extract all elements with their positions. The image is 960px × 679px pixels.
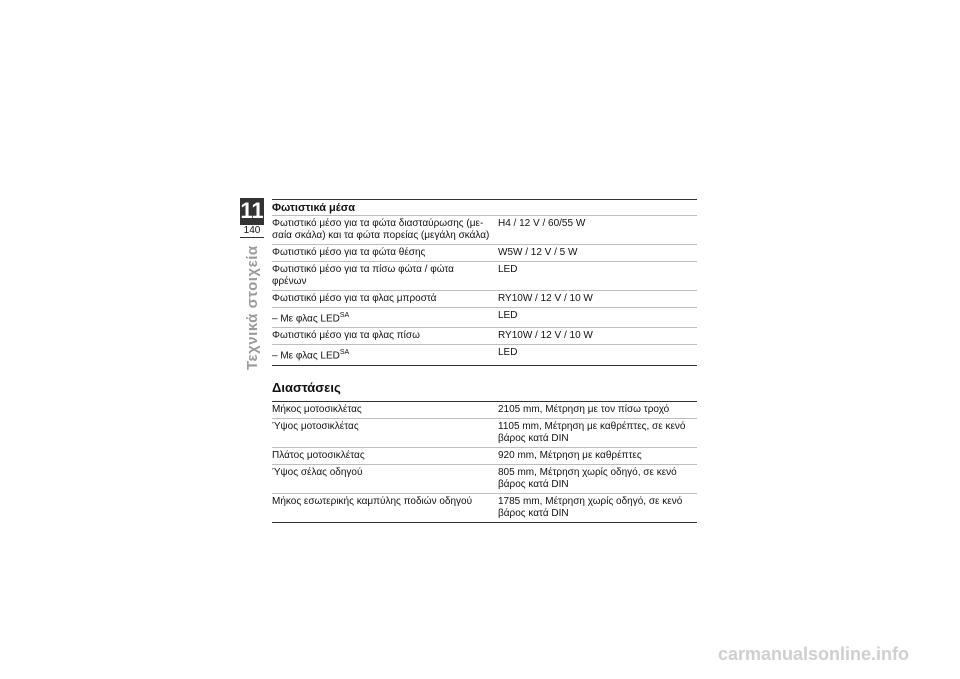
row-label — [272, 262, 496, 291]
row-label-text: Φωτιστικό μέσο για τα φώτα διασταύρωσης (με-σαία σκάλα) και τα φώτα πορείας (μεγάλη σκάλα) — [272, 218, 490, 241]
row-label-text: Μήκος μοτοσικλέτας — [272, 403, 362, 415]
table-row — [272, 418, 697, 447]
row-label — [272, 418, 496, 447]
row-value: RY10W / 12 V / 10 W — [496, 328, 697, 345]
row-value: 1785 mm, Μέτρηση χωρίς οδηγό, σε κενό βάρος κατά DIN — [496, 493, 697, 522]
lighting-title: Φωτιστικά μέσα — [272, 199, 697, 215]
dimensions-title: Διαστάσεις — [272, 379, 341, 395]
row-label-text: Φωτιστικό μέσο για τα φώτα θέσης — [272, 247, 426, 258]
table-row — [272, 464, 697, 493]
row-label — [272, 216, 496, 245]
row-label — [272, 493, 496, 522]
row-label — [272, 345, 496, 365]
table-row — [272, 345, 697, 365]
row-label — [272, 328, 496, 345]
table-row — [272, 401, 697, 418]
row-label — [272, 464, 496, 493]
table-row — [272, 328, 697, 345]
row-label-text: Πλάτος μοτοσικλέτας — [272, 449, 365, 461]
row-label-text: Ύψος μοτοσικλέτας — [272, 420, 359, 432]
chapter-side-title: Τεχνικά στοιχεία — [244, 245, 261, 370]
row-label-text: Φωτιστικό μέσο για τα φλας πίσω — [272, 330, 420, 342]
row-value: LED — [496, 262, 697, 291]
row-value: 2105 mm, Μέτρηση με τον πίσω τροχό — [498, 403, 670, 415]
table-row — [272, 493, 697, 522]
row-label — [272, 308, 496, 328]
row-label — [272, 401, 496, 418]
row-value: 1105 mm, Μέτρηση με καθρέπτες, σε κενό βάρος κατά DIN — [496, 418, 697, 447]
option-badge: SA — [339, 349, 350, 357]
table-row — [272, 447, 697, 464]
row-label — [272, 447, 496, 464]
dimensions-table — [272, 401, 697, 523]
row-label — [272, 245, 496, 262]
page-content — [272, 199, 697, 523]
row-label-text: Φωτιστικό μέσο για τα φλας μπροστά — [272, 293, 437, 304]
row-value: 920 mm, Μέτρηση με καθρέπτες — [496, 447, 697, 464]
row-label-text: Ύψος σέλας οδηγού — [272, 466, 363, 478]
row-value: W5W / 12 V / 5 W — [496, 245, 697, 262]
row-value: LED — [496, 308, 697, 328]
row-label-text: – Με φλας LED — [272, 313, 340, 325]
row-value: H4 / 12 V / 60/55 W — [496, 216, 697, 245]
row-value: LED — [496, 345, 697, 365]
lighting-table — [272, 215, 697, 366]
option-badge: SA — [339, 312, 350, 319]
page-number: 140 — [240, 225, 264, 237]
table-row — [272, 245, 697, 262]
row-label — [272, 291, 496, 308]
row-value: 805 mm, Μέτρηση χωρίς οδηγό, σε κενό βάρος κατά DIN — [496, 464, 697, 493]
table-row — [272, 308, 697, 328]
table-row — [272, 262, 697, 291]
chapter-marker — [240, 198, 264, 238]
row-label-text: – Με φλας LED — [272, 350, 340, 362]
table-row — [272, 291, 697, 308]
table-row — [272, 216, 697, 245]
row-label-text: Μήκος εσωτερικής καμπύλης ποδιών οδηγού — [272, 495, 473, 507]
row-value: RY10W / 12 V / 10 W — [496, 291, 697, 308]
watermark-text: carmanualsonline.info — [718, 644, 910, 664]
row-label-text: Φωτιστικό μέσο για τα πίσω φώτα / φώτα φρένων — [272, 264, 454, 287]
chapter-number: 11 — [240, 198, 264, 223]
